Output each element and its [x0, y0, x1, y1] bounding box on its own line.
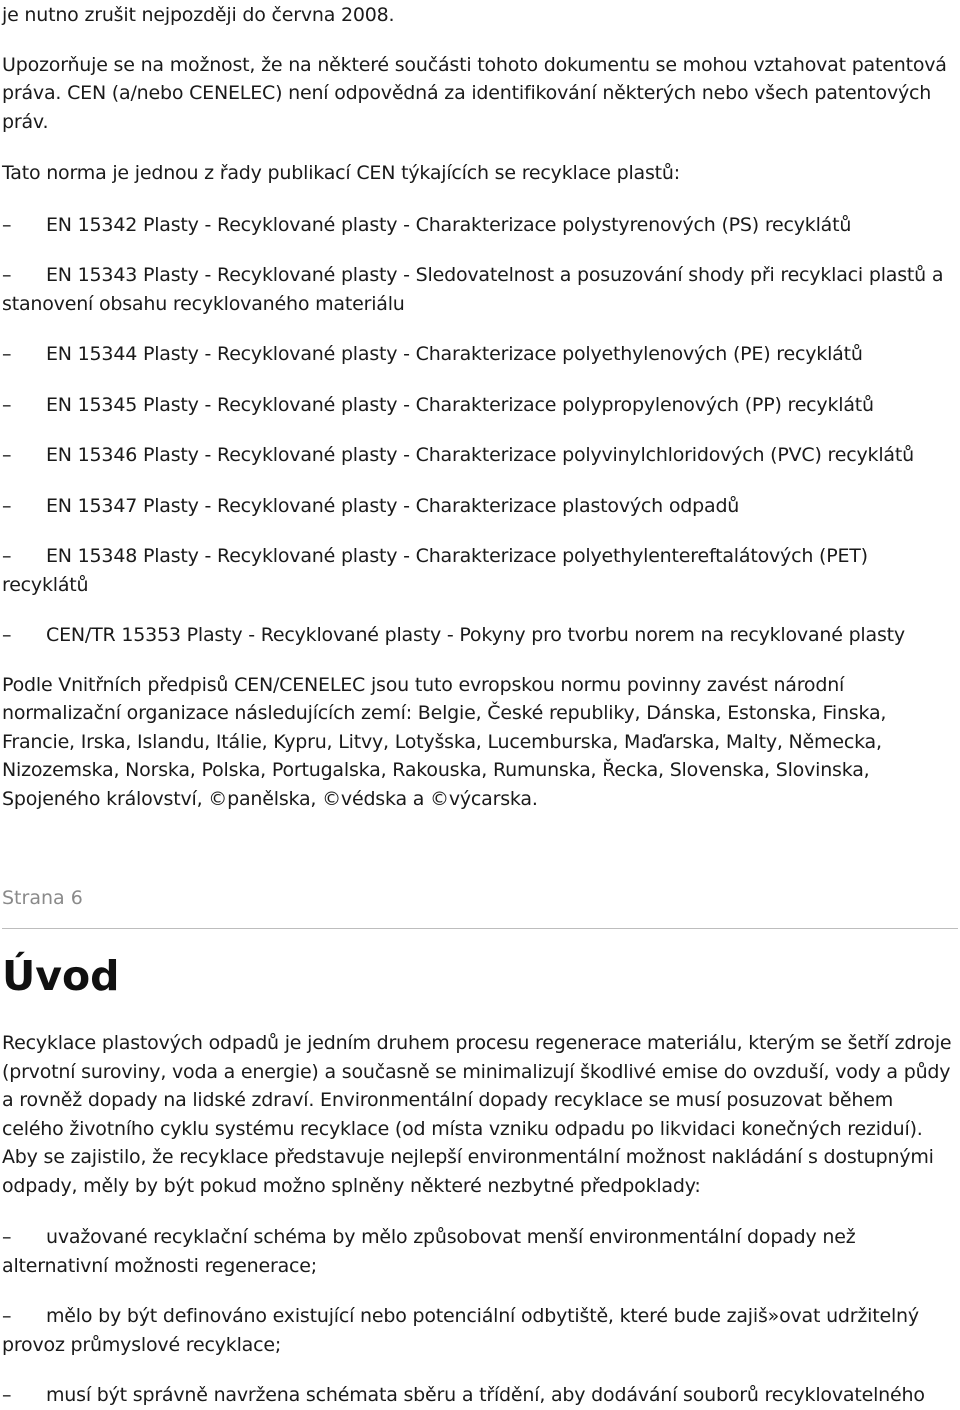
- dash-bullet: –: [2, 494, 12, 517]
- list-item-text: EN 15343 Plasty - Recyklované plasty - Sledovatelnost a posuzování shody při recyklaci plastů a stanovení obsahu recyklovaného materiálu: [2, 264, 944, 315]
- dash-bullet: –: [2, 545, 12, 567]
- list-item: [2, 441, 958, 470]
- list-item-text: EN 15346 Plasty - Recyklované plasty - Charakterizace polyvinylchloridových (PVC) recyklátů: [46, 444, 914, 466]
- patent-notice: Upozorňuje se na možnost, že na některé součásti tohoto dokumentu se mohou vztahovat patentová práva. CEN (a/nebo CENELEC) není odpovědná za identifikování některých nebo všech patentových práv.: [2, 53, 947, 133]
- dash-bullet: –: [2, 624, 12, 646]
- dash-bullet: –: [2, 1305, 12, 1327]
- text-fragment: je nutno zrušit nejpozději do června 2008.: [2, 4, 395, 26]
- section-heading: Úvod: [2, 952, 120, 1000]
- intro-paragraph: Recyklace plastových odpadů je jedním druhem procesu regenerace materiálu, kterým se šetří zdroje (prvotní suroviny, voda a energie) a současně se minimalizují škodlivé emise do ovzduší, vody a půdy a rovněž dopady na lidské zdraví. Environmentální dopady recyklace se musí posuzovat během celého životního cyklu systému recyklace (od místa vzniku odpadu po likvidaci konečných reziduí). Aby se zajistilo, že recyklace představuje nejlepší environmentální možnost nakládání s dostupnými odpady, měly by být pokud možno splněny některé nezbytné předpoklady:: [2, 1032, 952, 1197]
- dash-bullet: –: [2, 1226, 12, 1248]
- list-item-text: EN 15348 Plasty - Recyklované plasty - Charakterizace polyethylentereftalátových (PET) recyklátů: [2, 545, 868, 596]
- series-intro: Tato norma je jednou z řady publikací CEN týkajících se recyklace plastů:: [2, 162, 680, 184]
- standards-list: [2, 211, 958, 650]
- list-item-text: EN 15345 Plasty - Recyklované plasty - Charakterizace polypropylenových (PP) recyklátů: [46, 393, 874, 416]
- list-item: [2, 211, 958, 240]
- list-item-text: EN 15344 Plasty - Recyklované plasty - Charakterizace polyethylenových (PE) recyklátů: [46, 343, 863, 365]
- list-item: [2, 261, 958, 318]
- divider: [2, 928, 958, 929]
- regulations-paragraph: Podle Vnitřních předpisů CEN/CENELEC jsou tuto evropskou normu povinny zavést národní normalizační organizace následujících zemí: Belgie, České republiky, Dánska, Estonska, Finska, Francie, Irska, Islandu, Itálie, Kypru, Litvy, Lotyšska, Lucemburska, Maďarska, Malty, Německa, Nizozemska, Norska, Polska, Portugalska, Rakouska, Rumunska, Řecka, Slovenska, Slovinska, Spojeného království, ©panělska, ©védska a ©výcarska.: [2, 673, 887, 810]
- dash-bullet: –: [2, 444, 12, 466]
- list-item-text: CEN/TR 15353 Plasty - Recyklované plasty - Pokyny pro tvorbu norem na recyklované plasty: [46, 624, 905, 646]
- list-item: [2, 391, 958, 420]
- dash-bullet: –: [2, 264, 12, 286]
- list-item-text: musí být správně navržena schémata sběru a třídění, aby dodávání souborů recyklovatelného: [46, 1384, 925, 1406]
- list-item: [2, 1302, 958, 1359]
- list-item-text: mělo by být definováno existující nebo potenciální odbytiště, které bude zajiš»ovat udržitelný provoz průmyslové recyklace;: [2, 1305, 919, 1356]
- list-item: [2, 542, 958, 599]
- list-item: [2, 1223, 958, 1280]
- dash-bullet: –: [2, 343, 12, 365]
- list-item: [2, 340, 958, 369]
- list-item-text: EN 15347 Plasty - Recyklované plasty - Charakterizace plastových odpadů: [46, 494, 740, 517]
- conditions-list: [2, 1223, 958, 1410]
- list-item-text: EN 15342 Plasty - Recyklované plasty - Charakterizace polystyrenových (PS) recyklátů: [46, 213, 852, 236]
- list-item: [2, 621, 958, 650]
- page-number-label: Strana 6: [2, 887, 83, 909]
- dash-bullet: –: [2, 213, 12, 236]
- list-item-text: uvažované recyklační schéma by mělo způsobovat menší environmentální dopady než alternativní možnosti regenerace;: [2, 1226, 856, 1277]
- dash-bullet: –: [2, 1384, 12, 1406]
- page-section: [2, 884, 958, 1410]
- document-page: [2, 0, 958, 813]
- list-item: [2, 492, 958, 521]
- dash-bullet: –: [2, 393, 12, 416]
- list-item: [2, 1381, 958, 1410]
